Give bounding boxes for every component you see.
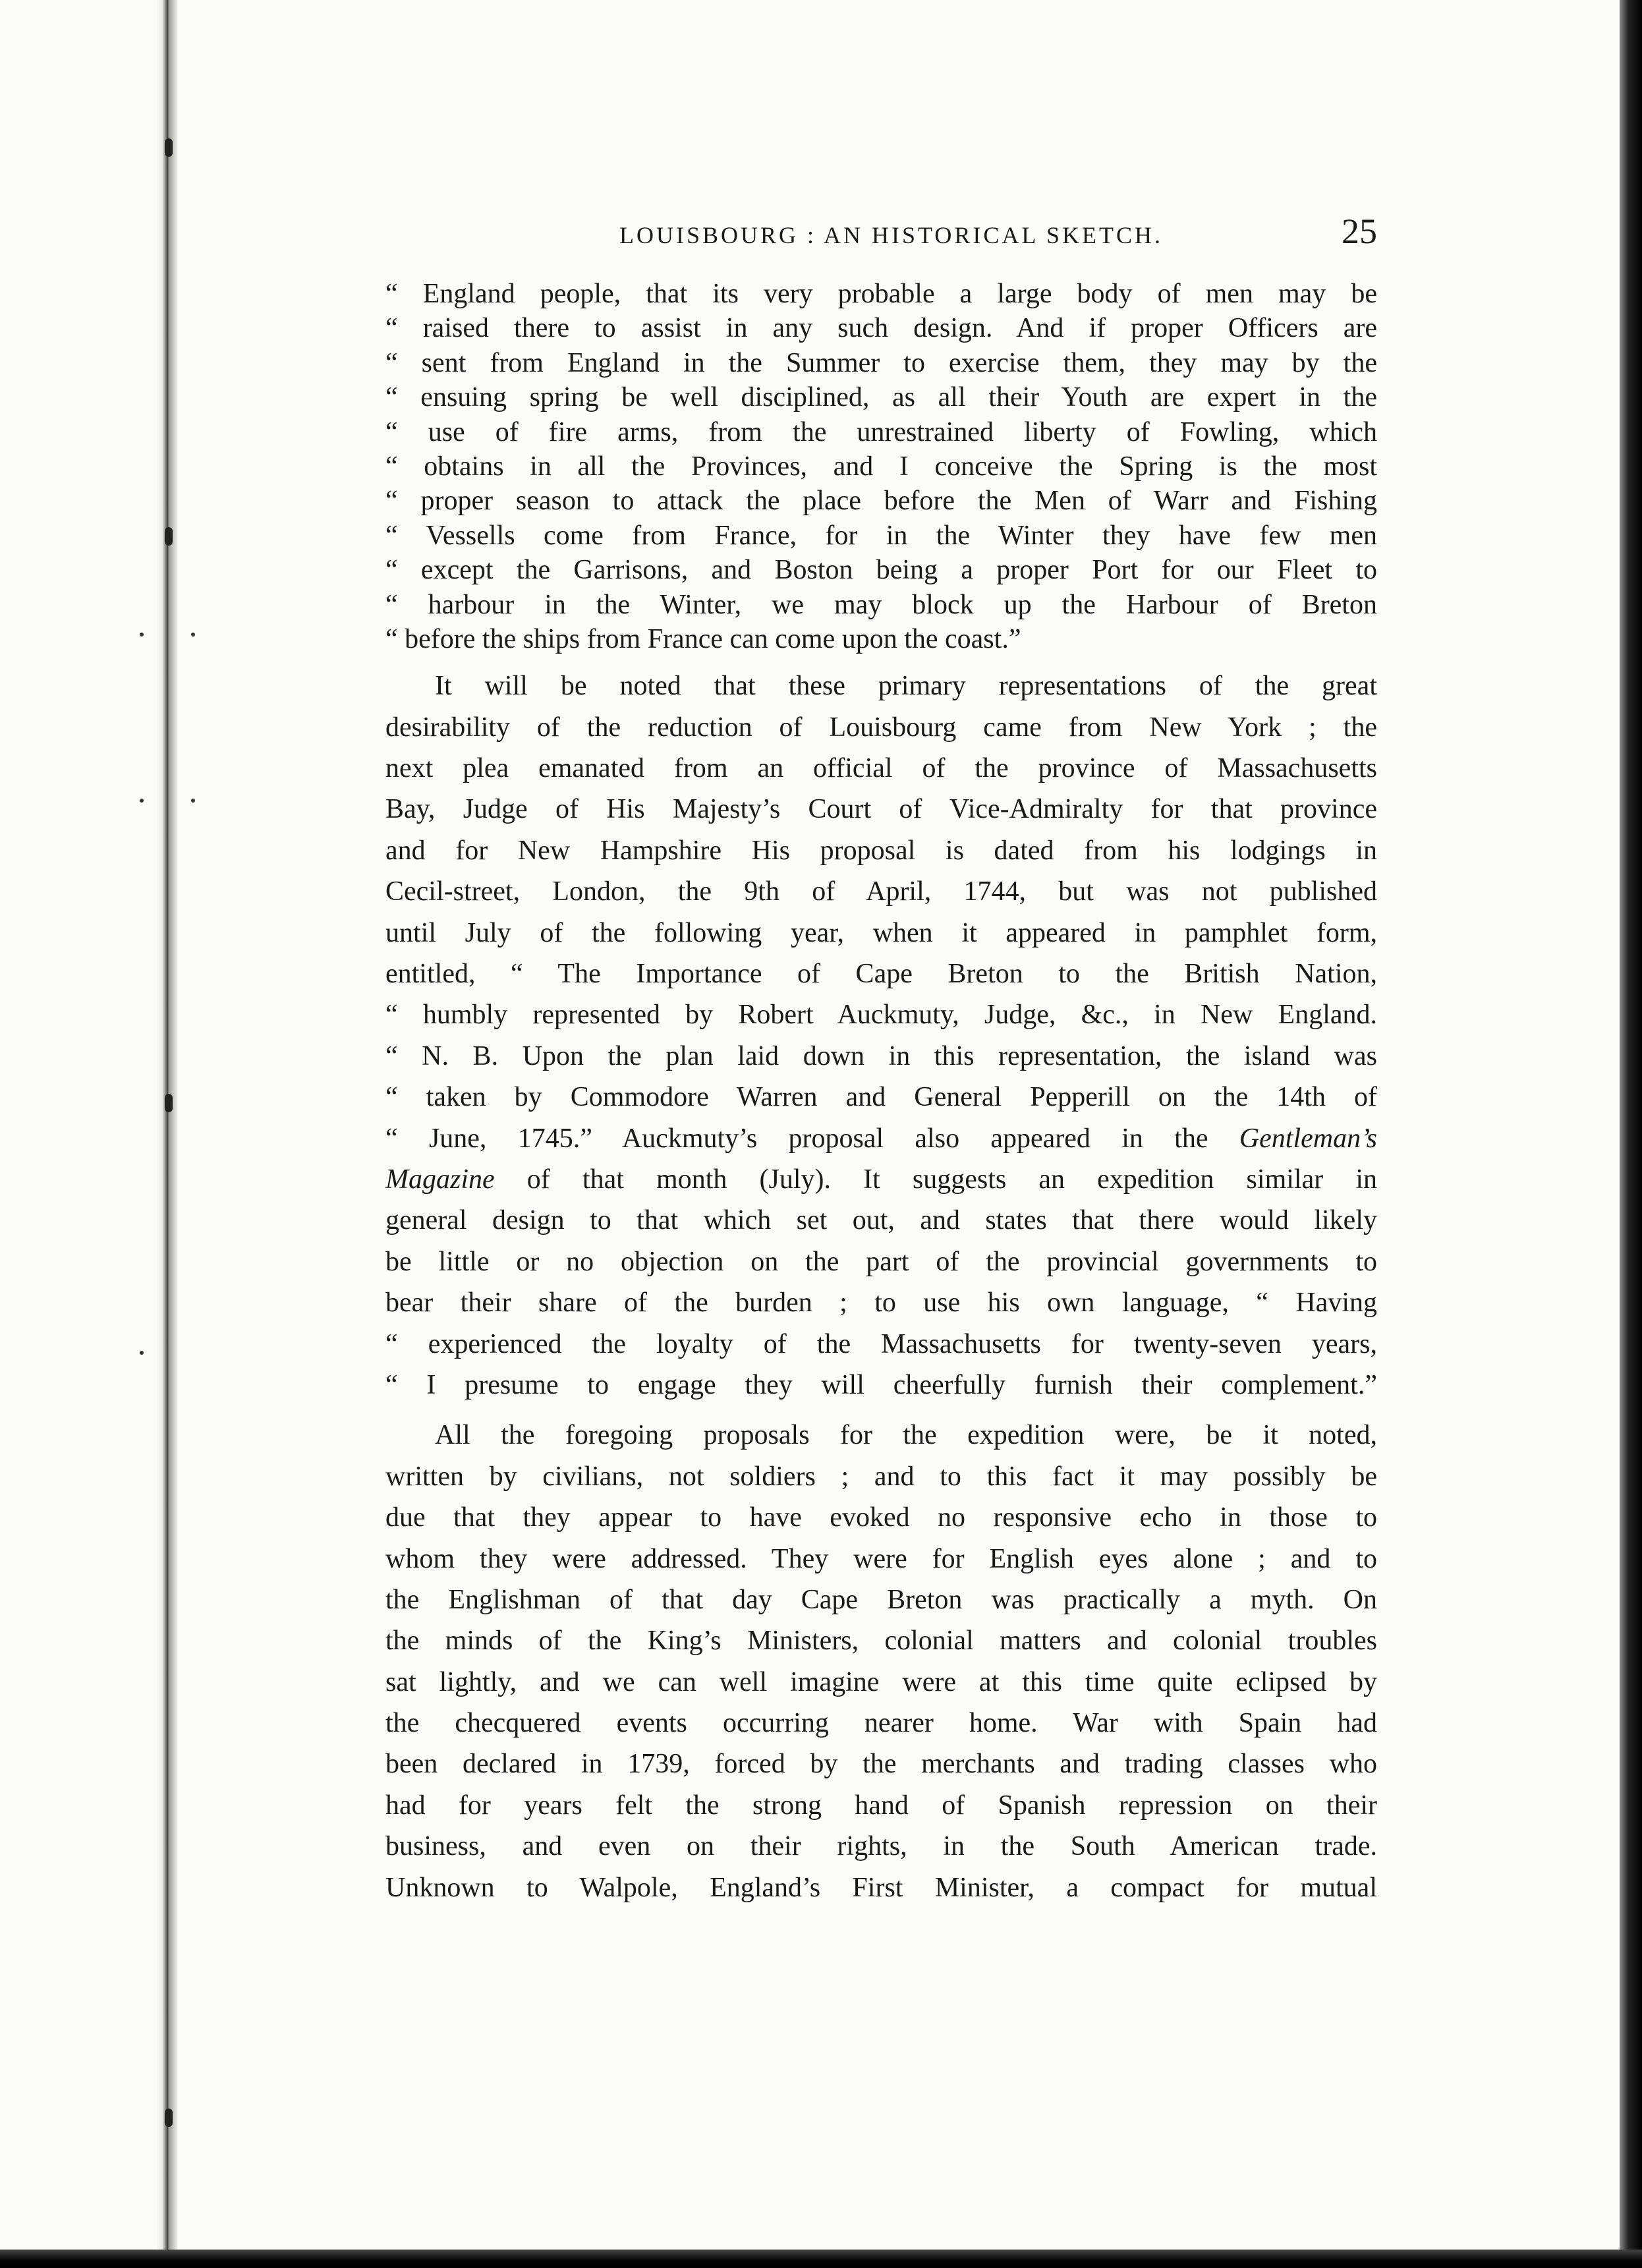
text-line: whom they were addressed. They were for English eyes alone ; and to [385,1543,1377,1574]
text-line: the checquered events occurring nearer home. War with Spain had [385,1708,1377,1739]
text-line: “ harbour in the Winter, we may block up the Harbour of Breton [385,589,1377,620]
text-line: “ sent from England in the Summer to exercise them, they may by the [385,347,1377,378]
italic-title: Gentleman’s [1239,1123,1378,1154]
text-line: had for years felt the strong hand of Spanish repression on their [385,1790,1377,1821]
text-line-with-italic [385,1118,1377,1159]
text-line: entitled, “ The Importance of Cape Breton to the British Nation, [385,959,1377,990]
text-line: general design to that which set out, and states that there would likely [385,1205,1377,1236]
text-line: due that they appear to have evoked no responsive echo in those to [385,1502,1377,1533]
margin-speck [140,1351,144,1355]
text-line: “ experienced the loyalty of the Massachusetts for twenty-seven years, [385,1328,1377,1359]
text-line: “ I presume to engage they will cheerfully furnish their complement.” [385,1369,1377,1400]
text-line: “ use of fire arms, from the unrestrained liberty of Fowling, which [385,416,1377,447]
italic-title: Magazine [385,1164,495,1195]
text-line: Bay, Judge of His Majesty’s Court of Vice-Admiralty for that province [385,794,1377,825]
binding-stitch-mark [165,1094,173,1112]
page-number: 25 [1342,212,1377,251]
page-header [385,211,1377,270]
text-line: and for New Hampshire His proposal is dated from his lodgings in [385,835,1377,866]
text-line: “ ensuing spring be well disciplined, as all their Youth are expert in the [385,382,1377,413]
text-line: written by civilians, not soldiers ; and to this fact it may possibly be [385,1461,1377,1492]
text-line: the minds of the King’s Ministers, colonial matters and colonial troubles [385,1626,1377,1657]
text-line: “ England people, that its very probable a large body of men may be [385,279,1377,309]
text-line: be little or no objection on the part of the provincial governments to [385,1246,1377,1277]
margin-speck [191,633,195,637]
text-segment: “ June, 1745.” Auckmuty’s proposal also appeared in the [385,1123,1208,1154]
binding-stitch-mark [165,527,173,546]
text-line: bear their share of the burden ; to use his own language, “ Having [385,1288,1377,1318]
running-title: LOUISBOURG : AN HISTORICAL SKETCH. [619,222,1164,248]
text-line: “ Vessells come from France, for in the Winter they have few men [385,520,1377,551]
binding-stitch-mark [165,2109,173,2127]
text-line: until July of the following year, when it appeared in pamphlet form, [385,917,1377,948]
page-body-text [385,277,1377,1908]
text-line: “ except the Garrisons, and Boston being a proper Port for our Fleet to [385,555,1377,586]
text-line: the Englishman of that day Cape Breton was practically a myth. On [385,1584,1377,1615]
text-line: All the foregoing proposals for the expedition were, be it noted, [435,1420,1377,1451]
text-line: been declared in 1739, forced by the merchants and trading classes who [385,1749,1377,1780]
text-line: next plea emanated from an official of the province of Massachusetts [385,753,1377,784]
text-line: “ taken by Commodore Warren and General Pepperill on the 14th of [385,1082,1377,1113]
margin-speck [140,799,144,803]
margin-speck [191,799,195,803]
text-line: Unknown to Walpole, England’s First Minister, a compact for mutual [385,1872,1377,1903]
text-line: “ proper season to attack the place before the Men of Warr and Fishing [385,486,1377,517]
text-line: sat lightly, and we can well imagine were at this time quite eclipsed by [385,1666,1377,1697]
text-line: “ before the ships from France can come upon the coast.” [385,623,1021,654]
scan-right-edge [1620,0,1642,2268]
binding-stitch-mark [165,138,173,157]
body-paragraph-2 [385,1415,1377,1908]
text-line: Cecil-street, London, the 9th of April, 1744, but was not published [385,876,1377,907]
margin-speck [140,633,144,637]
text-line: “ raised there to assist in any such design. And if proper Officers are [385,313,1377,344]
body-paragraph-1 [385,666,1377,1405]
text-line: It will be noted that these primary representations of the great [435,671,1377,702]
quotation-paragraph [385,277,1377,656]
text-line-with-italic [385,1159,1377,1200]
text-line: business, and even on their rights, in the South American trade. [385,1831,1377,1862]
text-line: “ N. B. Upon the plan laid down in this representation, the island was [385,1040,1377,1071]
text-line: “ obtains in all the Provinces, and I conceive the Spring is the most [385,451,1377,482]
text-segment: of that month (July). It suggests an expedition similar in [526,1164,1378,1195]
book-binding-edge [156,0,178,2268]
text-line: “ humbly represented by Robert Auckmuty, Judge, &c., in New England. [385,1000,1377,1031]
text-line: desirability of the reduction of Louisbourg came from New York ; the [385,712,1377,743]
scan-bottom-edge [0,2250,1642,2268]
